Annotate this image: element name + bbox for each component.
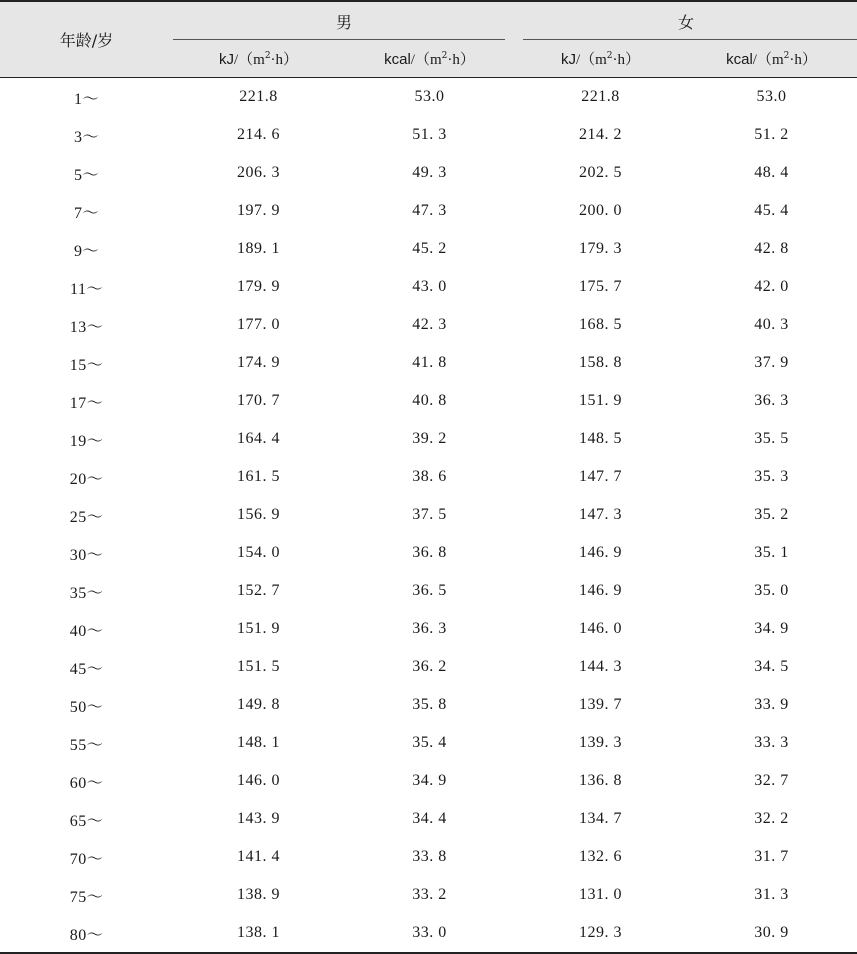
male-kcal-cell: 34. 4 xyxy=(412,810,447,827)
unit-paren-open: /（m xyxy=(233,52,265,68)
table-row xyxy=(0,686,857,724)
male-group-rule xyxy=(173,39,505,40)
table-row xyxy=(0,268,857,306)
female-kcal-cell: 35. 5 xyxy=(754,430,789,447)
table-row xyxy=(0,724,857,762)
female-kj-cell: 129. 3 xyxy=(515,914,686,953)
unit-tail: ·h） xyxy=(789,52,817,68)
unit-tail: ·h） xyxy=(270,52,299,68)
male-kcal-cell: 33. 0 xyxy=(344,914,515,953)
age-cell: 75～ xyxy=(69,888,104,906)
unit-superscript: 2 xyxy=(441,51,448,61)
male-kcal-cell: 41. 8 xyxy=(412,354,447,371)
male-kcal-cell: 36. 2 xyxy=(412,658,447,675)
unit-tail: ·h） xyxy=(612,52,641,68)
male-kj-cell: 154. 0 xyxy=(237,544,280,561)
female-kj-cell: 134. 7 xyxy=(578,810,622,827)
male-kcal-cell: 39. 2 xyxy=(412,430,447,447)
male-kj-cell: 156. 9 xyxy=(237,506,280,523)
male-kcal-cell: 36. 3 xyxy=(412,620,447,637)
male-kj-cell: 148. 1 xyxy=(237,734,280,751)
table-row xyxy=(0,496,857,534)
unit-superscript: 2 xyxy=(264,51,271,61)
age-cell: 5～ xyxy=(74,166,100,184)
female-kj-cell: 175. 7 xyxy=(578,278,622,295)
table-row xyxy=(0,648,857,686)
table-row xyxy=(0,876,857,914)
female-kj-cell: 139. 7 xyxy=(578,696,622,713)
table-row xyxy=(0,914,857,953)
female-kcal-cell: 35. 3 xyxy=(754,468,789,485)
table-row xyxy=(0,344,857,382)
female-kcal-unit-header xyxy=(686,40,857,78)
male-kj-cell: 138. 9 xyxy=(237,886,280,903)
female-group-header xyxy=(515,1,857,40)
male-kcal-cell: 47. 3 xyxy=(412,202,447,219)
male-kcal-cell: 34. 9 xyxy=(412,772,447,789)
female-kcal-cell: 42. 0 xyxy=(754,278,789,295)
age-cell: 13～ xyxy=(69,318,104,336)
table-row xyxy=(0,382,857,420)
female-kj-cell: 136. 8 xyxy=(578,772,622,789)
age-cell: 40～ xyxy=(69,622,104,640)
female-kj-cell: 158. 8 xyxy=(578,354,622,371)
age-cell: 19～ xyxy=(69,432,104,450)
female-kj-cell: 214. 2 xyxy=(578,126,622,143)
male-kcal-unit-header xyxy=(344,40,515,78)
male-kj-cell: 138. 1 xyxy=(173,914,344,953)
female-kcal-cell: 32. 2 xyxy=(754,810,789,827)
female-kcal-cell: 34. 5 xyxy=(754,658,789,675)
male-kj-cell: 170. 7 xyxy=(237,392,280,409)
age-cell: 7～ xyxy=(74,204,100,222)
age-cell: 35～ xyxy=(69,584,104,602)
table-row xyxy=(0,572,857,610)
male-kj-cell: 143. 9 xyxy=(237,810,280,827)
age-cell: 55～ xyxy=(69,736,104,754)
age-cell: 15～ xyxy=(69,356,104,374)
female-kcal-cell: 35. 2 xyxy=(754,506,789,523)
male-kj-cell: 177. 0 xyxy=(237,316,280,333)
age-cell: 65～ xyxy=(69,812,104,830)
header-group-row xyxy=(0,1,857,40)
female-kj-cell: 131. 0 xyxy=(578,886,622,903)
age-cell: 20～ xyxy=(69,470,104,488)
female-kcal-cell: 31. 3 xyxy=(754,886,789,903)
unit-paren-open: /（m xyxy=(410,52,442,68)
female-kcal-cell: 35. 0 xyxy=(754,582,789,599)
male-kj-cell: 179. 9 xyxy=(237,278,280,295)
table-row xyxy=(0,154,857,192)
male-kj-cell: 149. 8 xyxy=(237,696,280,713)
female-kj-unit-header xyxy=(515,40,686,78)
female-kj-cell: 144. 3 xyxy=(578,658,622,675)
table-row xyxy=(0,534,857,572)
female-kcal-cell: 45. 4 xyxy=(754,202,789,219)
age-cell: 3～ xyxy=(74,128,100,146)
female-group-rule xyxy=(523,39,857,40)
male-kcal-cell: 51. 3 xyxy=(412,126,447,143)
unit-kj-label: kJ xyxy=(560,51,576,68)
male-kj-cell: 146. 0 xyxy=(237,772,280,789)
male-kj-cell: 141. 4 xyxy=(237,848,280,865)
female-kcal-cell: 53.0 xyxy=(756,88,787,105)
age-cell: 60～ xyxy=(69,774,104,792)
male-kj-cell: 152. 7 xyxy=(237,582,280,599)
male-kj-cell: 161. 5 xyxy=(237,468,280,485)
age-cell: 45～ xyxy=(69,660,104,678)
male-kcal-cell: 35. 8 xyxy=(412,696,447,713)
male-group-label: 男 xyxy=(336,12,353,32)
female-kj-cell: 132. 6 xyxy=(578,848,622,865)
table-row xyxy=(0,116,857,154)
male-kj-cell: 197. 9 xyxy=(237,202,280,219)
male-kj-cell: 221.8 xyxy=(239,88,278,105)
age-cell: 50～ xyxy=(69,698,104,716)
male-kcal-cell: 35. 4 xyxy=(412,734,447,751)
male-kj-cell: 151. 5 xyxy=(237,658,280,675)
female-kj-cell: 147. 7 xyxy=(578,468,622,485)
male-kj-unit-header xyxy=(173,40,344,78)
table-row xyxy=(0,610,857,648)
female-kcal-cell: 34. 9 xyxy=(754,620,789,637)
age-cell: 9～ xyxy=(74,242,100,260)
unit-kcal-label: kcal xyxy=(384,51,411,68)
unit-superscript: 2 xyxy=(606,51,613,61)
table-row xyxy=(0,420,857,458)
male-kcal-cell: 36. 5 xyxy=(412,582,447,599)
table-row xyxy=(0,838,857,876)
female-kcal-cell: 48. 4 xyxy=(754,164,789,181)
female-kj-cell: 139. 3 xyxy=(578,734,622,751)
table-row xyxy=(0,762,857,800)
age-cell: 25～ xyxy=(69,508,104,526)
age-cell: 80～ xyxy=(0,914,173,953)
male-kcal-cell: 33. 8 xyxy=(412,848,447,865)
female-kcal-cell: 40. 3 xyxy=(754,316,789,333)
male-kcal-cell: 43. 0 xyxy=(412,278,447,295)
female-kj-cell: 202. 5 xyxy=(578,164,622,181)
male-kj-cell: 189. 1 xyxy=(237,240,280,257)
table-header xyxy=(0,1,857,78)
female-kj-cell: 146. 9 xyxy=(578,582,622,599)
table-row xyxy=(0,458,857,496)
male-kcal-cell: 33. 2 xyxy=(412,886,447,903)
female-kj-cell: 179. 3 xyxy=(578,240,622,257)
male-kcal-cell: 38. 6 xyxy=(412,468,447,485)
male-kj-cell: 151. 9 xyxy=(237,620,280,637)
female-kcal-cell: 36. 3 xyxy=(754,392,789,409)
age-cell: 30～ xyxy=(69,546,104,564)
male-kcal-cell: 45. 2 xyxy=(412,240,447,257)
female-kcal-cell: 33. 3 xyxy=(754,734,789,751)
male-kcal-cell: 37. 5 xyxy=(412,506,447,523)
male-kj-cell: 206. 3 xyxy=(237,164,280,181)
female-group-label: 女 xyxy=(677,12,694,32)
female-kcal-cell: 32. 7 xyxy=(754,772,789,789)
age-column-header: 年龄/岁 xyxy=(0,1,173,78)
male-kcal-cell: 49. 3 xyxy=(412,164,447,181)
female-kj-cell: 148. 5 xyxy=(578,430,622,447)
male-kj-cell: 164. 4 xyxy=(237,430,280,447)
unit-kcal-label: kcal xyxy=(726,51,753,68)
male-kcal-cell: 40. 8 xyxy=(412,392,447,409)
unit-paren-open: /（m xyxy=(575,52,607,68)
table-row xyxy=(0,230,857,268)
female-kcal-cell: 37. 9 xyxy=(754,354,789,371)
age-cell: 70～ xyxy=(69,850,104,868)
male-kj-cell: 214. 6 xyxy=(237,126,280,143)
unit-superscript: 2 xyxy=(783,51,790,61)
unit-kj-label: kJ xyxy=(218,51,234,68)
table-row xyxy=(0,192,857,230)
female-kj-cell: 221.8 xyxy=(581,88,620,105)
female-kj-cell: 146. 9 xyxy=(578,544,622,561)
female-kj-cell: 147. 3 xyxy=(578,506,622,523)
male-kcal-cell: 36. 8 xyxy=(412,544,447,561)
female-kj-cell: 151. 9 xyxy=(578,392,622,409)
female-kcal-cell: 42. 8 xyxy=(754,240,789,257)
table-row xyxy=(0,306,857,344)
unit-tail: ·h） xyxy=(447,52,475,68)
age-cell: 17～ xyxy=(69,394,104,412)
male-kcal-cell: 42. 3 xyxy=(412,316,447,333)
age-cell: 11～ xyxy=(70,280,103,298)
male-group-header xyxy=(173,1,515,40)
female-kj-cell: 200. 0 xyxy=(578,202,622,219)
female-kcal-cell: 31. 7 xyxy=(754,848,789,865)
table-row xyxy=(0,800,857,838)
female-kj-cell: 168. 5 xyxy=(578,316,622,333)
age-cell: 1～ xyxy=(74,90,100,108)
unit-paren-open: /（m xyxy=(752,52,784,68)
female-kj-cell: 146. 0 xyxy=(578,620,622,637)
table-body xyxy=(0,78,857,954)
female-kcal-cell: 30. 9 xyxy=(686,914,857,953)
female-kcal-cell: 33. 9 xyxy=(754,696,789,713)
female-kcal-cell: 35. 1 xyxy=(754,544,789,561)
male-kj-cell: 174. 9 xyxy=(237,354,280,371)
table-row xyxy=(0,78,857,117)
male-kcal-cell: 53.0 xyxy=(414,88,445,105)
female-kcal-cell: 51. 2 xyxy=(754,126,789,143)
